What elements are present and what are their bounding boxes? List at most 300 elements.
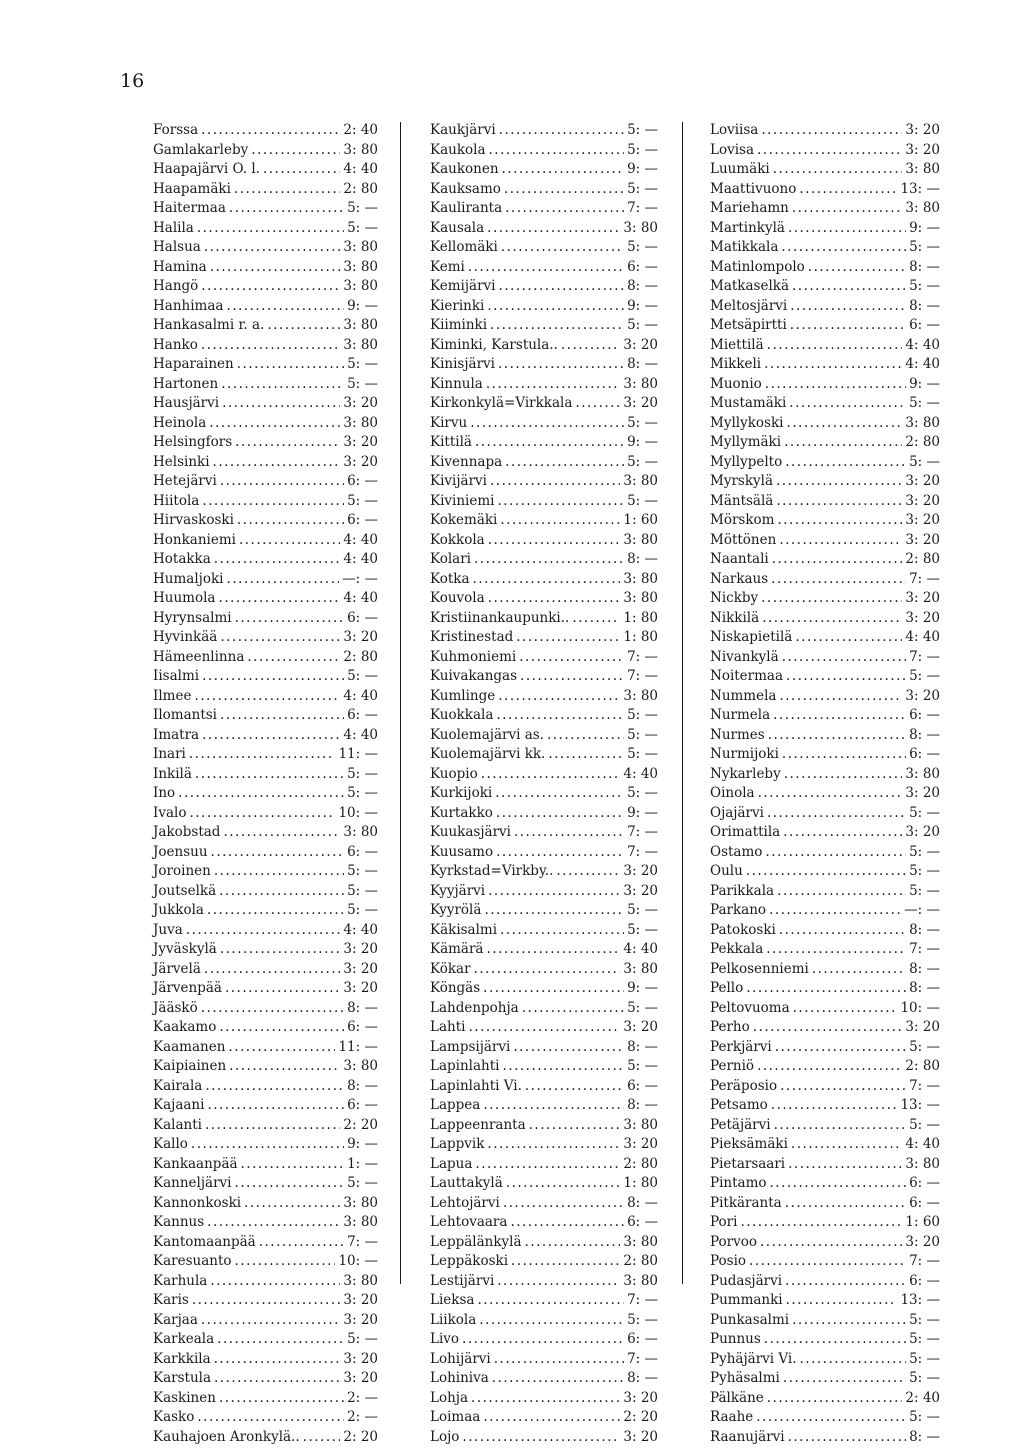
price-value: —: — bbox=[904, 902, 940, 918]
price-value: 5: — bbox=[347, 356, 378, 372]
dot-leader bbox=[776, 492, 902, 512]
list-item bbox=[710, 550, 940, 570]
price-value: 4: 40 bbox=[343, 590, 378, 606]
list-item bbox=[430, 999, 658, 1019]
dot-leader bbox=[498, 355, 624, 375]
list-item bbox=[710, 1018, 940, 1038]
list-item bbox=[430, 1038, 658, 1058]
price-value: 3: 20 bbox=[343, 1292, 378, 1308]
list-item bbox=[153, 1233, 378, 1253]
price-value: 1: 60 bbox=[623, 512, 658, 528]
place-name: Karesuanto bbox=[153, 1253, 232, 1269]
dot-leader bbox=[511, 1252, 620, 1272]
place-name: Hyvinkää bbox=[153, 629, 218, 645]
list-item bbox=[710, 433, 940, 453]
dot-leader bbox=[487, 940, 621, 960]
price-value: 5: — bbox=[909, 1350, 940, 1367]
list-item bbox=[430, 1330, 658, 1350]
price-value: 1: 60 bbox=[905, 1214, 940, 1230]
price-value: 5: — bbox=[909, 1370, 940, 1386]
place-name: Kökar bbox=[430, 960, 471, 977]
place-name: Ilmee bbox=[153, 687, 192, 704]
list-item bbox=[153, 1174, 378, 1194]
list-item bbox=[153, 804, 378, 824]
dot-leader bbox=[205, 1116, 340, 1136]
place-list-column-2 bbox=[430, 121, 658, 1447]
place-name: Lampsijärvi bbox=[430, 1038, 511, 1055]
place-name: Leppäkoski bbox=[430, 1253, 509, 1269]
price-value: 9: — bbox=[347, 1136, 378, 1152]
price-value: 6: — bbox=[347, 843, 378, 860]
place-name: Muonio bbox=[710, 375, 762, 392]
dot-leader bbox=[220, 940, 341, 960]
place-name: Joutselkä bbox=[153, 882, 217, 899]
price-value: 3: 80 bbox=[905, 1155, 940, 1172]
price-value: 5: — bbox=[627, 141, 658, 158]
place-name: Hämeenlinna bbox=[153, 648, 245, 665]
list-item bbox=[153, 1038, 378, 1058]
price-value: 6: — bbox=[909, 317, 940, 333]
price-value: 3: 20 bbox=[623, 1019, 658, 1035]
list-item bbox=[710, 921, 940, 941]
dot-leader bbox=[228, 1038, 335, 1058]
price-value: 6: — bbox=[347, 1019, 378, 1035]
price-value: 5: — bbox=[909, 239, 940, 255]
place-name: Nikkilä bbox=[710, 609, 760, 626]
dot-leader bbox=[210, 1272, 340, 1292]
list-item bbox=[710, 901, 940, 921]
list-item bbox=[153, 1408, 378, 1428]
price-value: 3: 80 bbox=[343, 1214, 378, 1230]
place-name: Hartonen bbox=[153, 375, 219, 392]
place-name: Joroinen bbox=[153, 863, 211, 879]
dot-leader bbox=[786, 414, 902, 434]
dot-leader bbox=[774, 1116, 906, 1136]
list-item bbox=[430, 1272, 658, 1292]
list-item bbox=[710, 336, 940, 356]
dot-leader bbox=[495, 784, 624, 804]
dot-leader bbox=[484, 901, 624, 921]
list-item bbox=[710, 355, 940, 375]
dot-leader bbox=[473, 570, 621, 590]
place-name: Kurtakko bbox=[430, 804, 493, 821]
dot-leader bbox=[213, 453, 341, 473]
list-item bbox=[430, 433, 658, 453]
dot-leader bbox=[490, 472, 620, 492]
dot-leader bbox=[785, 1194, 906, 1214]
list-item bbox=[710, 1233, 940, 1253]
place-name: Lauttakylä bbox=[430, 1175, 503, 1191]
dot-leader bbox=[764, 1330, 906, 1350]
dot-leader bbox=[223, 823, 340, 843]
place-name: Karstula bbox=[153, 1370, 212, 1386]
dot-leader bbox=[502, 1057, 624, 1077]
price-value: 3: 80 bbox=[343, 1194, 378, 1211]
list-item bbox=[710, 1291, 940, 1311]
dot-leader bbox=[779, 921, 906, 941]
dot-leader bbox=[483, 979, 624, 999]
place-name: Meltosjärvi bbox=[710, 297, 788, 314]
list-item bbox=[153, 628, 378, 648]
list-item bbox=[153, 160, 378, 180]
price-value: 2: — bbox=[347, 1389, 378, 1406]
price-value: 3: 20 bbox=[623, 863, 658, 879]
dot-leader bbox=[226, 570, 339, 590]
price-value: 5: — bbox=[909, 278, 940, 294]
price-value: 13: — bbox=[900, 180, 940, 197]
dot-leader bbox=[207, 901, 344, 921]
dot-leader bbox=[572, 609, 620, 629]
dot-leader bbox=[210, 258, 341, 278]
price-value: 3: 80 bbox=[623, 570, 658, 587]
dot-leader bbox=[769, 901, 901, 921]
price-value: 4: 40 bbox=[905, 629, 940, 645]
dot-leader bbox=[790, 316, 906, 336]
list-item bbox=[153, 550, 378, 570]
dot-leader bbox=[475, 1155, 620, 1175]
list-item bbox=[430, 492, 658, 512]
dot-leader bbox=[765, 843, 906, 863]
place-name: Jakobstad bbox=[153, 824, 221, 840]
list-item bbox=[153, 726, 378, 746]
price-value: 6: — bbox=[909, 1194, 940, 1211]
price-value: 4: 40 bbox=[343, 726, 378, 743]
list-item bbox=[153, 570, 378, 590]
dot-leader bbox=[792, 1311, 906, 1331]
place-name: Kumlinge bbox=[430, 687, 496, 704]
dot-leader bbox=[488, 882, 620, 902]
place-name: Kankaanpää bbox=[153, 1155, 238, 1172]
place-name: Kittilä bbox=[430, 434, 472, 450]
dot-leader bbox=[222, 394, 340, 414]
price-value: 8: — bbox=[627, 1370, 658, 1386]
place-name: Nummela bbox=[710, 687, 777, 704]
place-name: Kuokkala bbox=[430, 707, 494, 723]
place-name: Pitkäranta bbox=[710, 1194, 782, 1211]
place-name: Kivennapa bbox=[430, 453, 503, 470]
list-item bbox=[430, 648, 658, 668]
price-value: 7: — bbox=[627, 200, 658, 216]
place-name: Imatra bbox=[153, 726, 200, 743]
dot-leader bbox=[500, 511, 620, 531]
place-name: Kivijärvi bbox=[430, 473, 487, 489]
list-item bbox=[430, 141, 658, 161]
list-item bbox=[710, 1428, 940, 1448]
price-value: 7: — bbox=[909, 1077, 940, 1094]
dot-leader bbox=[761, 121, 902, 141]
list-item bbox=[710, 609, 940, 629]
dot-leader bbox=[189, 804, 335, 824]
place-name: Lieksa bbox=[430, 1292, 475, 1308]
list-item bbox=[153, 921, 378, 941]
place-name: Hankasalmi r. a. bbox=[153, 317, 265, 333]
price-value: 2: 80 bbox=[905, 551, 940, 567]
price-value: 11: — bbox=[338, 746, 378, 762]
price-value: 5: — bbox=[347, 1331, 378, 1347]
price-value: 3: 20 bbox=[343, 941, 378, 957]
list-item bbox=[430, 453, 658, 473]
list-item bbox=[153, 609, 378, 629]
place-name: Perkjärvi bbox=[710, 1038, 772, 1055]
dot-leader bbox=[788, 1428, 906, 1448]
place-name: Kurkijoki bbox=[430, 785, 493, 801]
list-item bbox=[710, 277, 940, 297]
dot-leader bbox=[789, 394, 906, 414]
price-value: 6: — bbox=[347, 707, 378, 723]
list-item bbox=[710, 141, 940, 161]
place-name: Noitermaa bbox=[710, 668, 784, 684]
price-value: 5: — bbox=[909, 1038, 940, 1055]
place-name: Kanneljärvi bbox=[153, 1175, 232, 1191]
place-name: Pummanki bbox=[710, 1292, 783, 1308]
list-item bbox=[153, 1389, 378, 1409]
list-item bbox=[153, 843, 378, 863]
place-name: Iisalmi bbox=[153, 668, 200, 684]
price-value: 3: 80 bbox=[623, 473, 658, 489]
price-value: 3: 20 bbox=[623, 395, 658, 411]
list-item bbox=[710, 1330, 940, 1350]
list-item bbox=[430, 1116, 658, 1136]
price-value: 5: — bbox=[347, 1175, 378, 1191]
dot-leader bbox=[263, 160, 340, 180]
dot-leader bbox=[510, 1213, 624, 1233]
place-name: Orimattila bbox=[710, 824, 781, 840]
list-item bbox=[153, 199, 378, 219]
dot-leader bbox=[475, 433, 624, 453]
list-item bbox=[430, 804, 658, 824]
dot-leader bbox=[772, 550, 903, 570]
price-value: 4: 40 bbox=[623, 765, 658, 782]
dot-leader bbox=[486, 375, 621, 395]
place-name: Liikola bbox=[430, 1311, 477, 1328]
list-item bbox=[710, 1311, 940, 1331]
list-item bbox=[710, 589, 940, 609]
place-name: Kuhmoniemi bbox=[430, 648, 517, 665]
list-item bbox=[153, 1252, 378, 1272]
list-item bbox=[430, 687, 658, 707]
list-item bbox=[710, 999, 940, 1019]
place-name: Pyhäjärvi Vi. bbox=[710, 1350, 797, 1367]
price-value: 7: — bbox=[627, 1292, 658, 1308]
dot-leader bbox=[481, 765, 621, 785]
list-item bbox=[710, 784, 940, 804]
price-value: 5: — bbox=[347, 200, 378, 216]
price-value: 3: 80 bbox=[905, 765, 940, 782]
place-name: Myllymäki bbox=[710, 434, 782, 450]
dot-leader bbox=[799, 180, 897, 200]
price-value: 4: 40 bbox=[623, 941, 658, 957]
list-item bbox=[430, 1174, 658, 1194]
dot-leader bbox=[483, 1096, 624, 1116]
list-item bbox=[153, 648, 378, 668]
place-name: Punkasalmi bbox=[710, 1311, 790, 1328]
price-value: 3: 80 bbox=[623, 960, 658, 977]
list-item bbox=[710, 316, 940, 336]
dot-leader bbox=[808, 258, 906, 278]
dot-leader bbox=[207, 1096, 344, 1116]
place-name: Nurmela bbox=[710, 707, 771, 723]
price-value: 1: 80 bbox=[623, 609, 658, 626]
price-value: 3: 80 bbox=[343, 278, 378, 294]
place-name: Karjaa bbox=[153, 1311, 198, 1328]
list-item bbox=[430, 609, 658, 629]
list-item bbox=[430, 297, 658, 317]
list-item bbox=[710, 219, 940, 239]
price-value: 3: 80 bbox=[623, 219, 658, 236]
place-name: Ilomantsi bbox=[153, 707, 217, 723]
place-name: Hausjärvi bbox=[153, 395, 220, 411]
price-value: 5: — bbox=[909, 1116, 940, 1133]
dot-leader bbox=[795, 628, 902, 648]
list-item bbox=[430, 745, 658, 765]
price-value: 5: — bbox=[909, 1331, 940, 1347]
price-value: 5: — bbox=[347, 492, 378, 509]
dot-leader bbox=[771, 570, 906, 590]
list-item bbox=[153, 687, 378, 707]
dot-leader bbox=[494, 1350, 624, 1370]
place-name: Kaskinen bbox=[153, 1389, 216, 1406]
price-value: 3: 20 bbox=[905, 141, 940, 158]
price-value: 2: 40 bbox=[905, 1389, 940, 1406]
place-name: Kaamanen bbox=[153, 1038, 226, 1055]
price-value: 3: 20 bbox=[623, 1136, 658, 1152]
price-value: 5: — bbox=[909, 863, 940, 879]
dot-leader bbox=[498, 277, 624, 297]
dot-leader bbox=[768, 726, 906, 746]
price-value: 3: 80 bbox=[343, 336, 378, 353]
list-item bbox=[710, 1135, 940, 1155]
list-item bbox=[710, 1038, 940, 1058]
list-item bbox=[710, 1116, 940, 1136]
price-value: 2: 20 bbox=[343, 1428, 378, 1445]
price-value: 5: — bbox=[627, 414, 658, 431]
dot-leader bbox=[487, 219, 620, 239]
dot-leader bbox=[496, 804, 624, 824]
price-value: 9: — bbox=[627, 297, 658, 314]
place-name: Haparainen bbox=[153, 356, 234, 372]
place-name: Parkano bbox=[710, 902, 767, 918]
list-item bbox=[153, 453, 378, 473]
price-value: 3: 20 bbox=[343, 960, 378, 977]
dot-leader bbox=[770, 1174, 907, 1194]
dot-leader bbox=[785, 1272, 906, 1292]
price-value: 4: 40 bbox=[905, 1136, 940, 1152]
list-item bbox=[430, 843, 658, 863]
price-value: 7: — bbox=[909, 941, 940, 957]
place-name: Kuopio bbox=[430, 765, 478, 782]
dot-leader bbox=[749, 1252, 906, 1272]
price-value: 8: — bbox=[909, 960, 940, 977]
dot-leader bbox=[211, 843, 345, 863]
list-item bbox=[430, 1018, 658, 1038]
place-name: Kannus bbox=[153, 1214, 205, 1230]
list-item bbox=[153, 1291, 378, 1311]
list-item bbox=[430, 1155, 658, 1175]
dot-leader bbox=[219, 1389, 344, 1409]
place-name: Lappeenranta bbox=[430, 1116, 526, 1133]
list-item bbox=[153, 784, 378, 804]
dot-leader bbox=[785, 453, 906, 473]
dot-leader bbox=[234, 1174, 344, 1194]
price-value: 10: — bbox=[338, 1253, 378, 1269]
place-name: Luumäki bbox=[710, 161, 770, 177]
place-name: Kuivakangas bbox=[430, 668, 518, 684]
dot-leader bbox=[237, 355, 344, 375]
price-value: 6: — bbox=[909, 1272, 940, 1289]
price-value: 3: 20 bbox=[905, 512, 940, 528]
list-item bbox=[430, 1369, 658, 1389]
price-value: 7: — bbox=[909, 648, 940, 665]
price-value: 3: 80 bbox=[343, 1058, 378, 1074]
dot-leader bbox=[781, 238, 906, 258]
dot-leader bbox=[489, 141, 625, 161]
place-name: Hetejärvi bbox=[153, 473, 217, 489]
place-name: Kiminki, Karstula.. bbox=[430, 336, 558, 353]
list-item bbox=[710, 472, 940, 492]
dot-leader bbox=[474, 960, 621, 980]
dot-leader bbox=[496, 706, 624, 726]
place-name: Petäjärvi bbox=[710, 1116, 771, 1133]
list-item bbox=[153, 1096, 378, 1116]
place-name: Naantali bbox=[710, 551, 769, 567]
list-item bbox=[430, 667, 658, 687]
place-name: Kristinestad bbox=[430, 629, 514, 645]
list-item bbox=[430, 414, 658, 434]
dot-leader bbox=[764, 355, 902, 375]
place-name: Pieksämäki bbox=[710, 1136, 788, 1152]
place-name: Lahdenpohja bbox=[430, 999, 519, 1016]
price-value: 5: — bbox=[627, 180, 658, 197]
price-value: 3: 80 bbox=[343, 258, 378, 275]
place-name: Ivalo bbox=[153, 804, 187, 821]
list-item bbox=[430, 1350, 658, 1370]
list-item bbox=[710, 765, 940, 785]
dot-leader bbox=[783, 1369, 906, 1389]
place-name: Lappvik bbox=[430, 1136, 485, 1152]
dot-leader bbox=[775, 1038, 906, 1058]
dot-leader bbox=[225, 979, 340, 999]
place-name: Metsäpirtti bbox=[710, 317, 787, 333]
list-item bbox=[710, 979, 940, 999]
price-value: 7: — bbox=[627, 1350, 658, 1367]
price-value: 5: — bbox=[627, 1058, 658, 1074]
price-value: 3: 20 bbox=[905, 492, 940, 509]
price-value: 6: — bbox=[347, 609, 378, 626]
place-name: Lapua bbox=[430, 1155, 473, 1172]
place-name: Kalanti bbox=[153, 1116, 202, 1133]
price-value: 3: 20 bbox=[343, 453, 378, 470]
place-name: Lehtovaara bbox=[430, 1214, 508, 1230]
column-divider bbox=[400, 122, 401, 1284]
list-item bbox=[153, 316, 378, 336]
dot-leader bbox=[800, 1350, 907, 1370]
place-name: Helsinki bbox=[153, 453, 210, 470]
place-name: Nivankylä bbox=[710, 648, 779, 665]
list-item bbox=[710, 648, 940, 668]
price-value: 5: — bbox=[627, 122, 658, 138]
dot-leader bbox=[202, 726, 340, 746]
dot-leader bbox=[479, 1311, 624, 1331]
list-item bbox=[710, 1350, 940, 1370]
price-value: 7: — bbox=[909, 570, 940, 587]
list-item bbox=[430, 1408, 658, 1428]
place-name: Lestijärvi bbox=[430, 1272, 495, 1289]
dot-leader bbox=[500, 921, 624, 941]
dot-leader bbox=[762, 609, 902, 629]
place-name: Kuukasjärvi bbox=[430, 824, 511, 840]
price-value: 3: 80 bbox=[343, 239, 378, 255]
place-name: Livo bbox=[430, 1331, 460, 1347]
